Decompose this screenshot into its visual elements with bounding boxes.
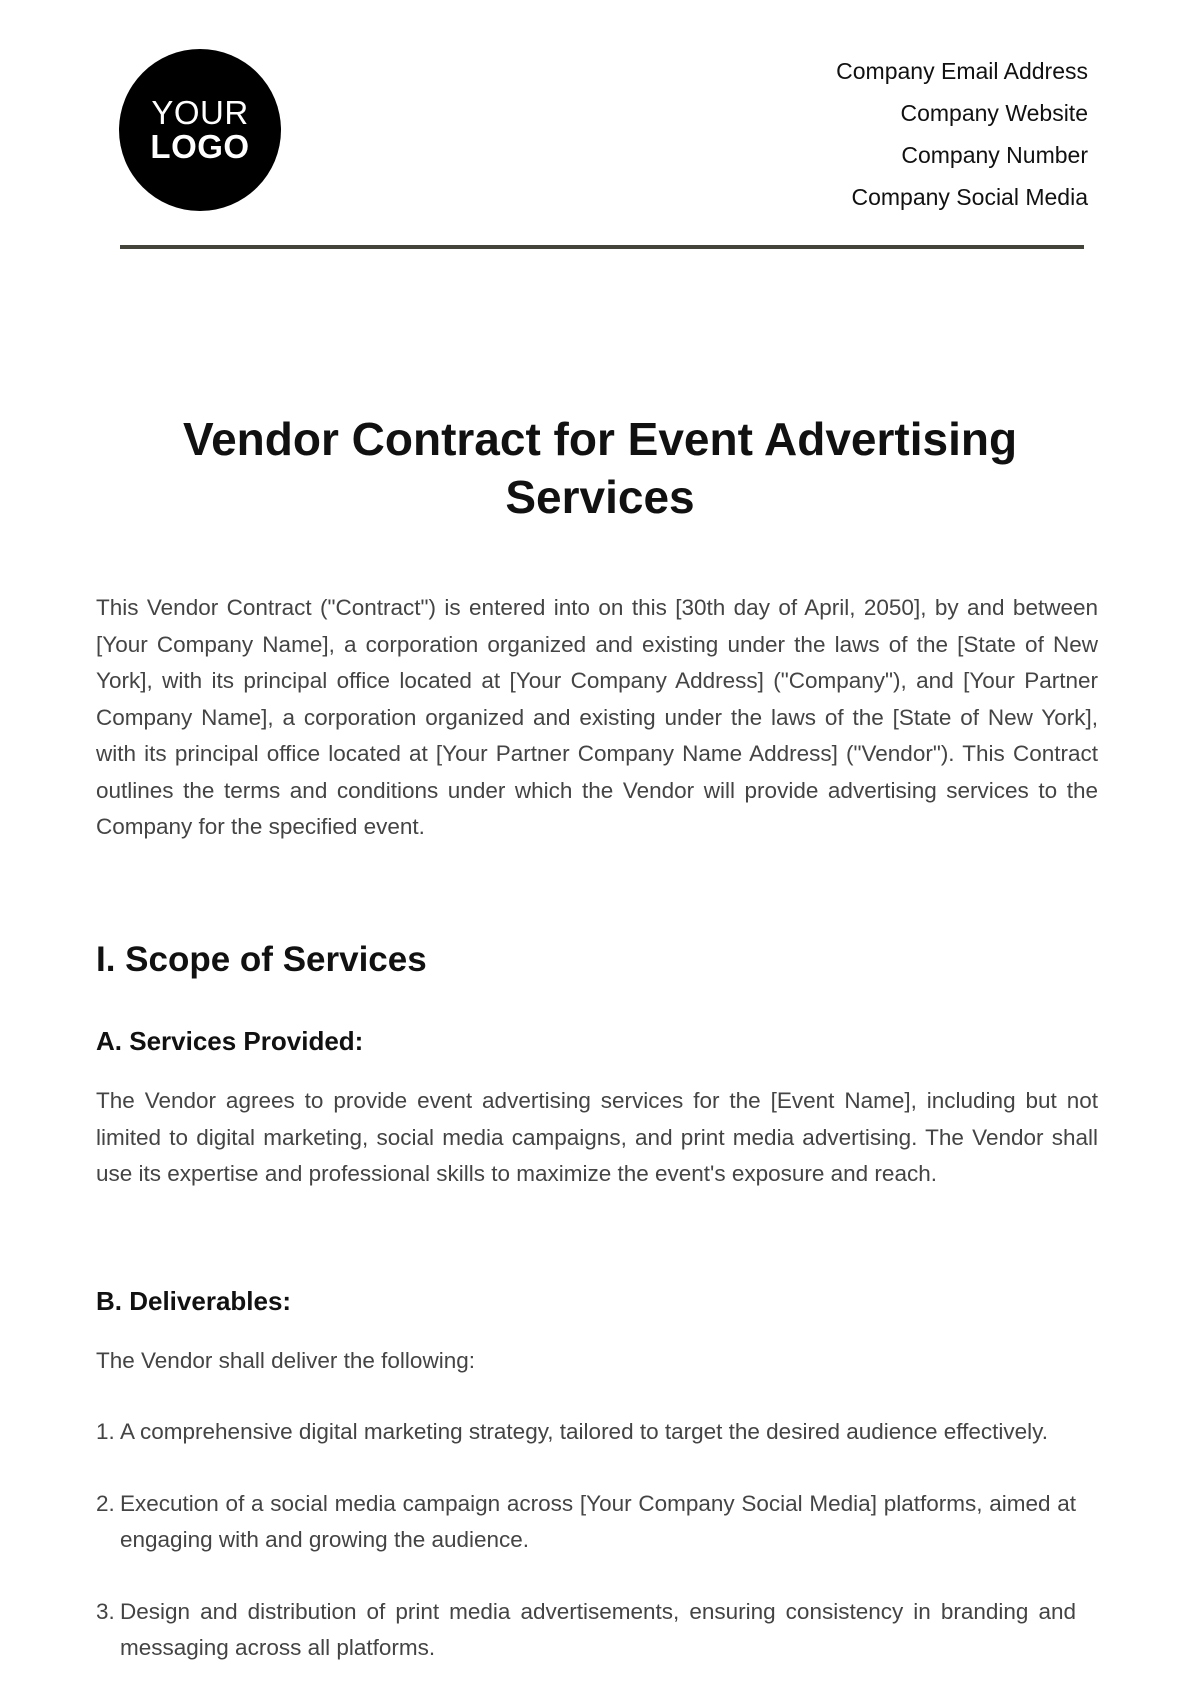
company-email: Company Email Address (836, 58, 1088, 84)
document-title: Vendor Contract for Event Advertising Services (182, 413, 1018, 523)
list-item (96, 1486, 1076, 1558)
list-item (96, 1414, 1076, 1450)
company-social-media: Company Social Media (851, 184, 1088, 210)
list-item (96, 1594, 1076, 1666)
deliverables-intro: The Vendor shall deliver the following: (96, 1348, 475, 1373)
list-item-text: A comprehensive digital marketing strategy, tailored to target the desired audience effectively. (120, 1419, 1049, 1444)
company-contact-block (836, 50, 1088, 218)
subheading-deliverables: B. Deliverables: (96, 1286, 292, 1316)
subheading-services-provided: A. Services Provided: (96, 1026, 364, 1056)
list-item-text: Execution of a social media campaign across [Your Company Social Media] platforms, aimed at engaging with and growing the audience. (120, 1491, 1076, 1552)
logo-line-2: LOGO (150, 128, 250, 165)
list-item-number: 1. (96, 1419, 115, 1444)
company-website: Company Website (900, 100, 1088, 126)
services-provided-paragraph: The Vendor agrees to provide event advertising services for the [Event Name], including but not limited to digital marketing, social media campaigns, and print media advertising. The Vendor shall use its expertise and professional skills to maximize the event's exposure and reach. (96, 1088, 1098, 1186)
deliverables-list (96, 1414, 1076, 1702)
section-heading-scope: I. Scope of Services (96, 940, 427, 979)
list-item-number: 2. (96, 1491, 115, 1516)
company-number: Company Number (901, 142, 1088, 168)
intro-paragraph: This Vendor Contract ("Contract") is entered into on this [30th day of April, 2050], by and between [Your Company Name], a corporation organized and existing under the laws of the [State of New York], with its principal office located at [Your Company Address] ("Company"), and [Your Partner Company Name], a corporation organized and existing under the laws of the [State of New York], with its principal office located at [Your Partner Company Name Address] ("Vendor"). This Contract outlines the terms and conditions under which the Vendor will provide advertising services to the Company for the specified event. (96, 595, 1098, 839)
logo-line-1: YOUR (151, 94, 249, 131)
list-item-text: Design and distribution of print media advertisements, ensuring consistency in branding and messaging across all platforms. (120, 1599, 1076, 1660)
list-item-number: 3. (96, 1599, 115, 1624)
company-logo (119, 49, 281, 211)
header-divider (120, 245, 1084, 249)
